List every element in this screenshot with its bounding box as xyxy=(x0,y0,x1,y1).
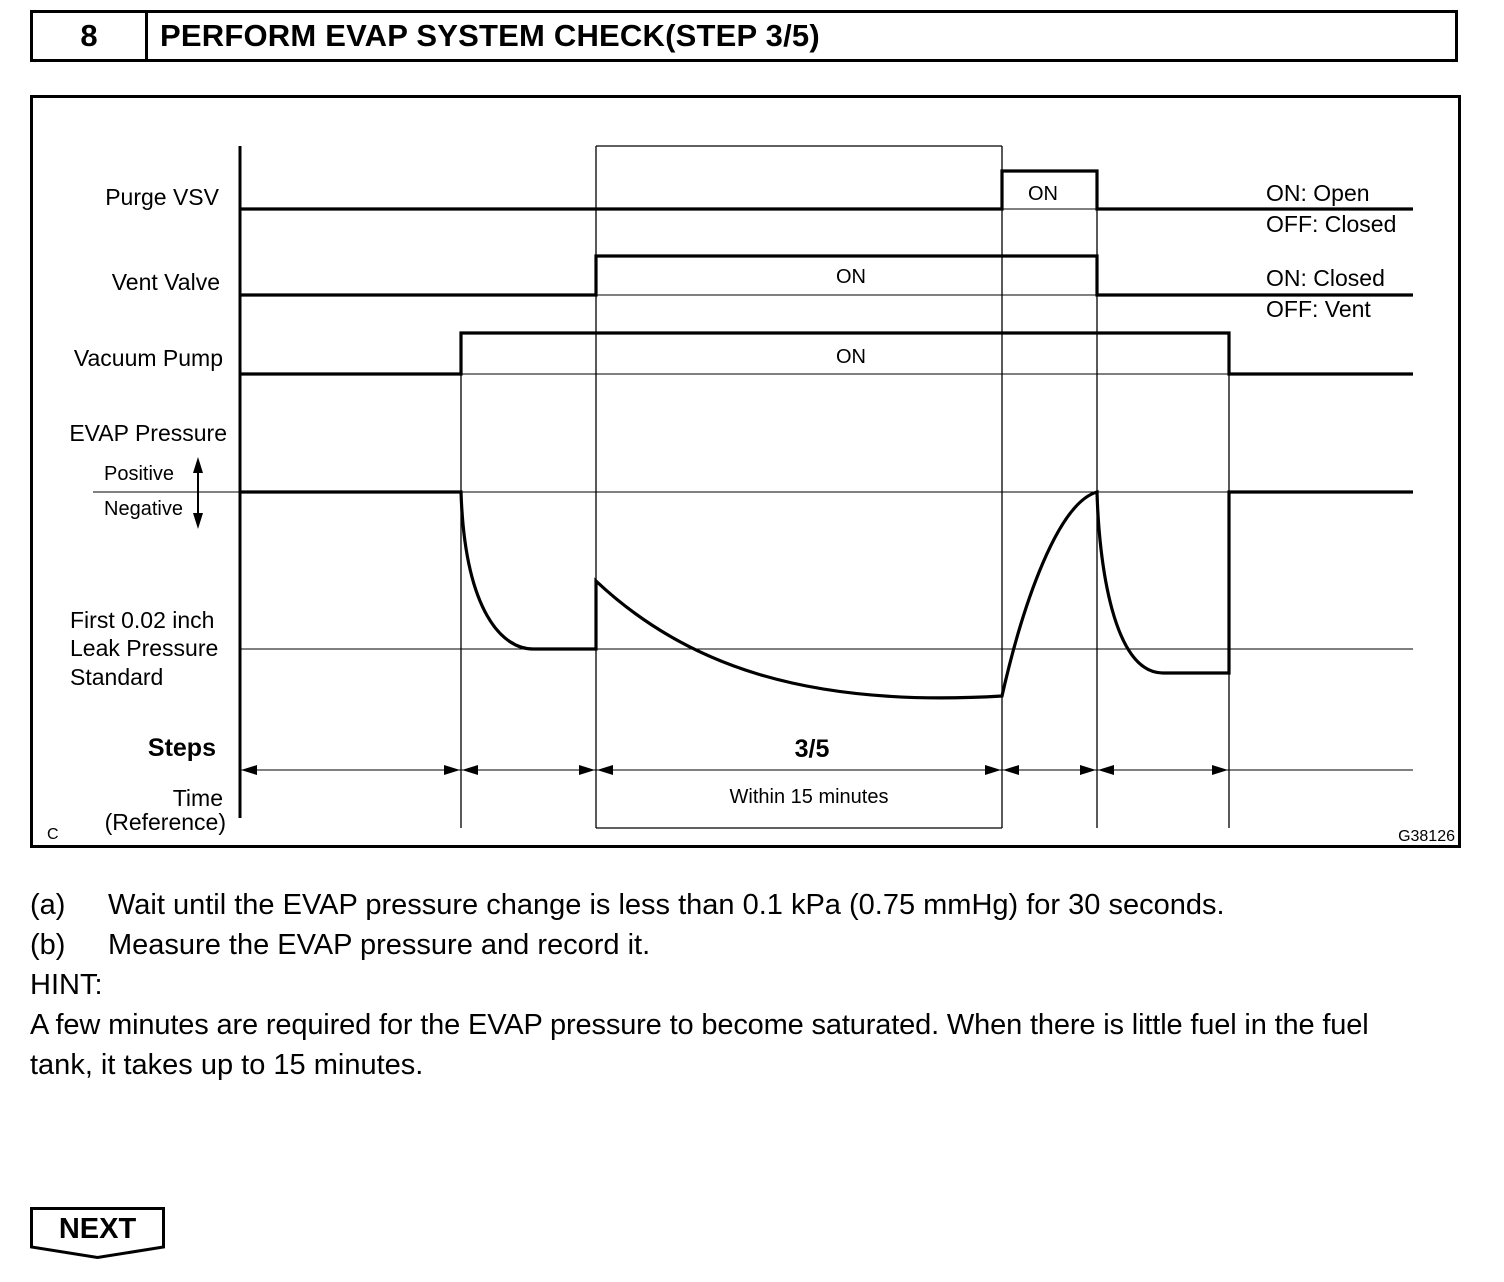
legend-purge-off: OFF: Closed xyxy=(1266,211,1397,237)
legend-vent-off: OFF: Vent xyxy=(1266,296,1371,322)
next-button[interactable] xyxy=(30,1207,165,1259)
step-number: 8 xyxy=(33,13,148,59)
timing-diagram-svg xyxy=(33,98,1464,851)
purge-on-label: ON xyxy=(1028,183,1058,205)
vertical-guides xyxy=(461,146,1229,828)
signal-traces xyxy=(240,171,1413,698)
vacuum-pump-trace xyxy=(240,333,1413,374)
legend-purge-on: ON: Open xyxy=(1266,180,1370,206)
duration-note: Within 15 minutes xyxy=(729,786,889,808)
hint-text-line-2: tank, it takes up to 15 minutes. xyxy=(30,1049,424,1081)
instruction-b xyxy=(30,925,650,965)
leak-standard-label-3: Standard xyxy=(70,664,164,690)
legend xyxy=(1266,180,1396,322)
instruction-a xyxy=(30,885,1225,925)
positive-label: Positive xyxy=(104,463,175,485)
vent-valve-label: Vent Valve xyxy=(111,269,220,295)
purge-vsv-trace xyxy=(240,171,1413,209)
leak-standard-label-1: First 0.02 inch xyxy=(70,607,215,633)
row-labels xyxy=(69,184,227,835)
time-label: Time xyxy=(172,785,223,811)
reference-lines xyxy=(93,209,1413,770)
timing-diagram xyxy=(30,95,1461,848)
hint-label: HINT: xyxy=(30,969,103,1001)
vent-valve-trace xyxy=(240,256,1413,295)
instruction-a-label: (a) xyxy=(30,889,66,921)
instruction-b-text: Measure the EVAP pressure and record it. xyxy=(108,929,651,961)
next-button-label: NEXT xyxy=(58,1213,137,1245)
legend-vent-on: ON: Closed xyxy=(1266,265,1385,291)
leak-standard-label-2: Leak Pressure xyxy=(70,635,219,661)
evap-pressure-trace xyxy=(240,492,1413,698)
pump-on-label: ON xyxy=(836,346,866,368)
purge-vsv-label: Purge VSV xyxy=(105,184,219,210)
time-reference-label: (Reference) xyxy=(104,809,226,835)
negative-label: Negative xyxy=(104,498,183,520)
hint-text-line-1: A few minutes are required for the EVAP pressure to become saturated. When there is little fuel in the fuel xyxy=(30,1009,1369,1041)
corner-letter: C xyxy=(47,826,59,843)
step-title: PERFORM EVAP SYSTEM CHECK(STEP 3/5) xyxy=(160,18,820,53)
pressure-direction-arrow xyxy=(193,457,203,529)
instruction-b-label: (b) xyxy=(30,929,66,961)
step-header xyxy=(30,10,1458,62)
instruction-a-text: Wait until the EVAP pressure change is less than 0.1 kPa (0.75 mmHg) for 30 seconds. xyxy=(108,889,1225,921)
steps-label: Steps xyxy=(147,734,216,762)
step-3-5-label: 3/5 xyxy=(794,735,830,763)
state-labels xyxy=(730,183,1058,808)
figure-id: G38126 xyxy=(1398,828,1455,845)
evap-pressure-label: EVAP Pressure xyxy=(69,420,227,446)
vent-on-label: ON xyxy=(836,266,866,288)
vacuum-pump-label: Vacuum Pump xyxy=(73,345,223,371)
